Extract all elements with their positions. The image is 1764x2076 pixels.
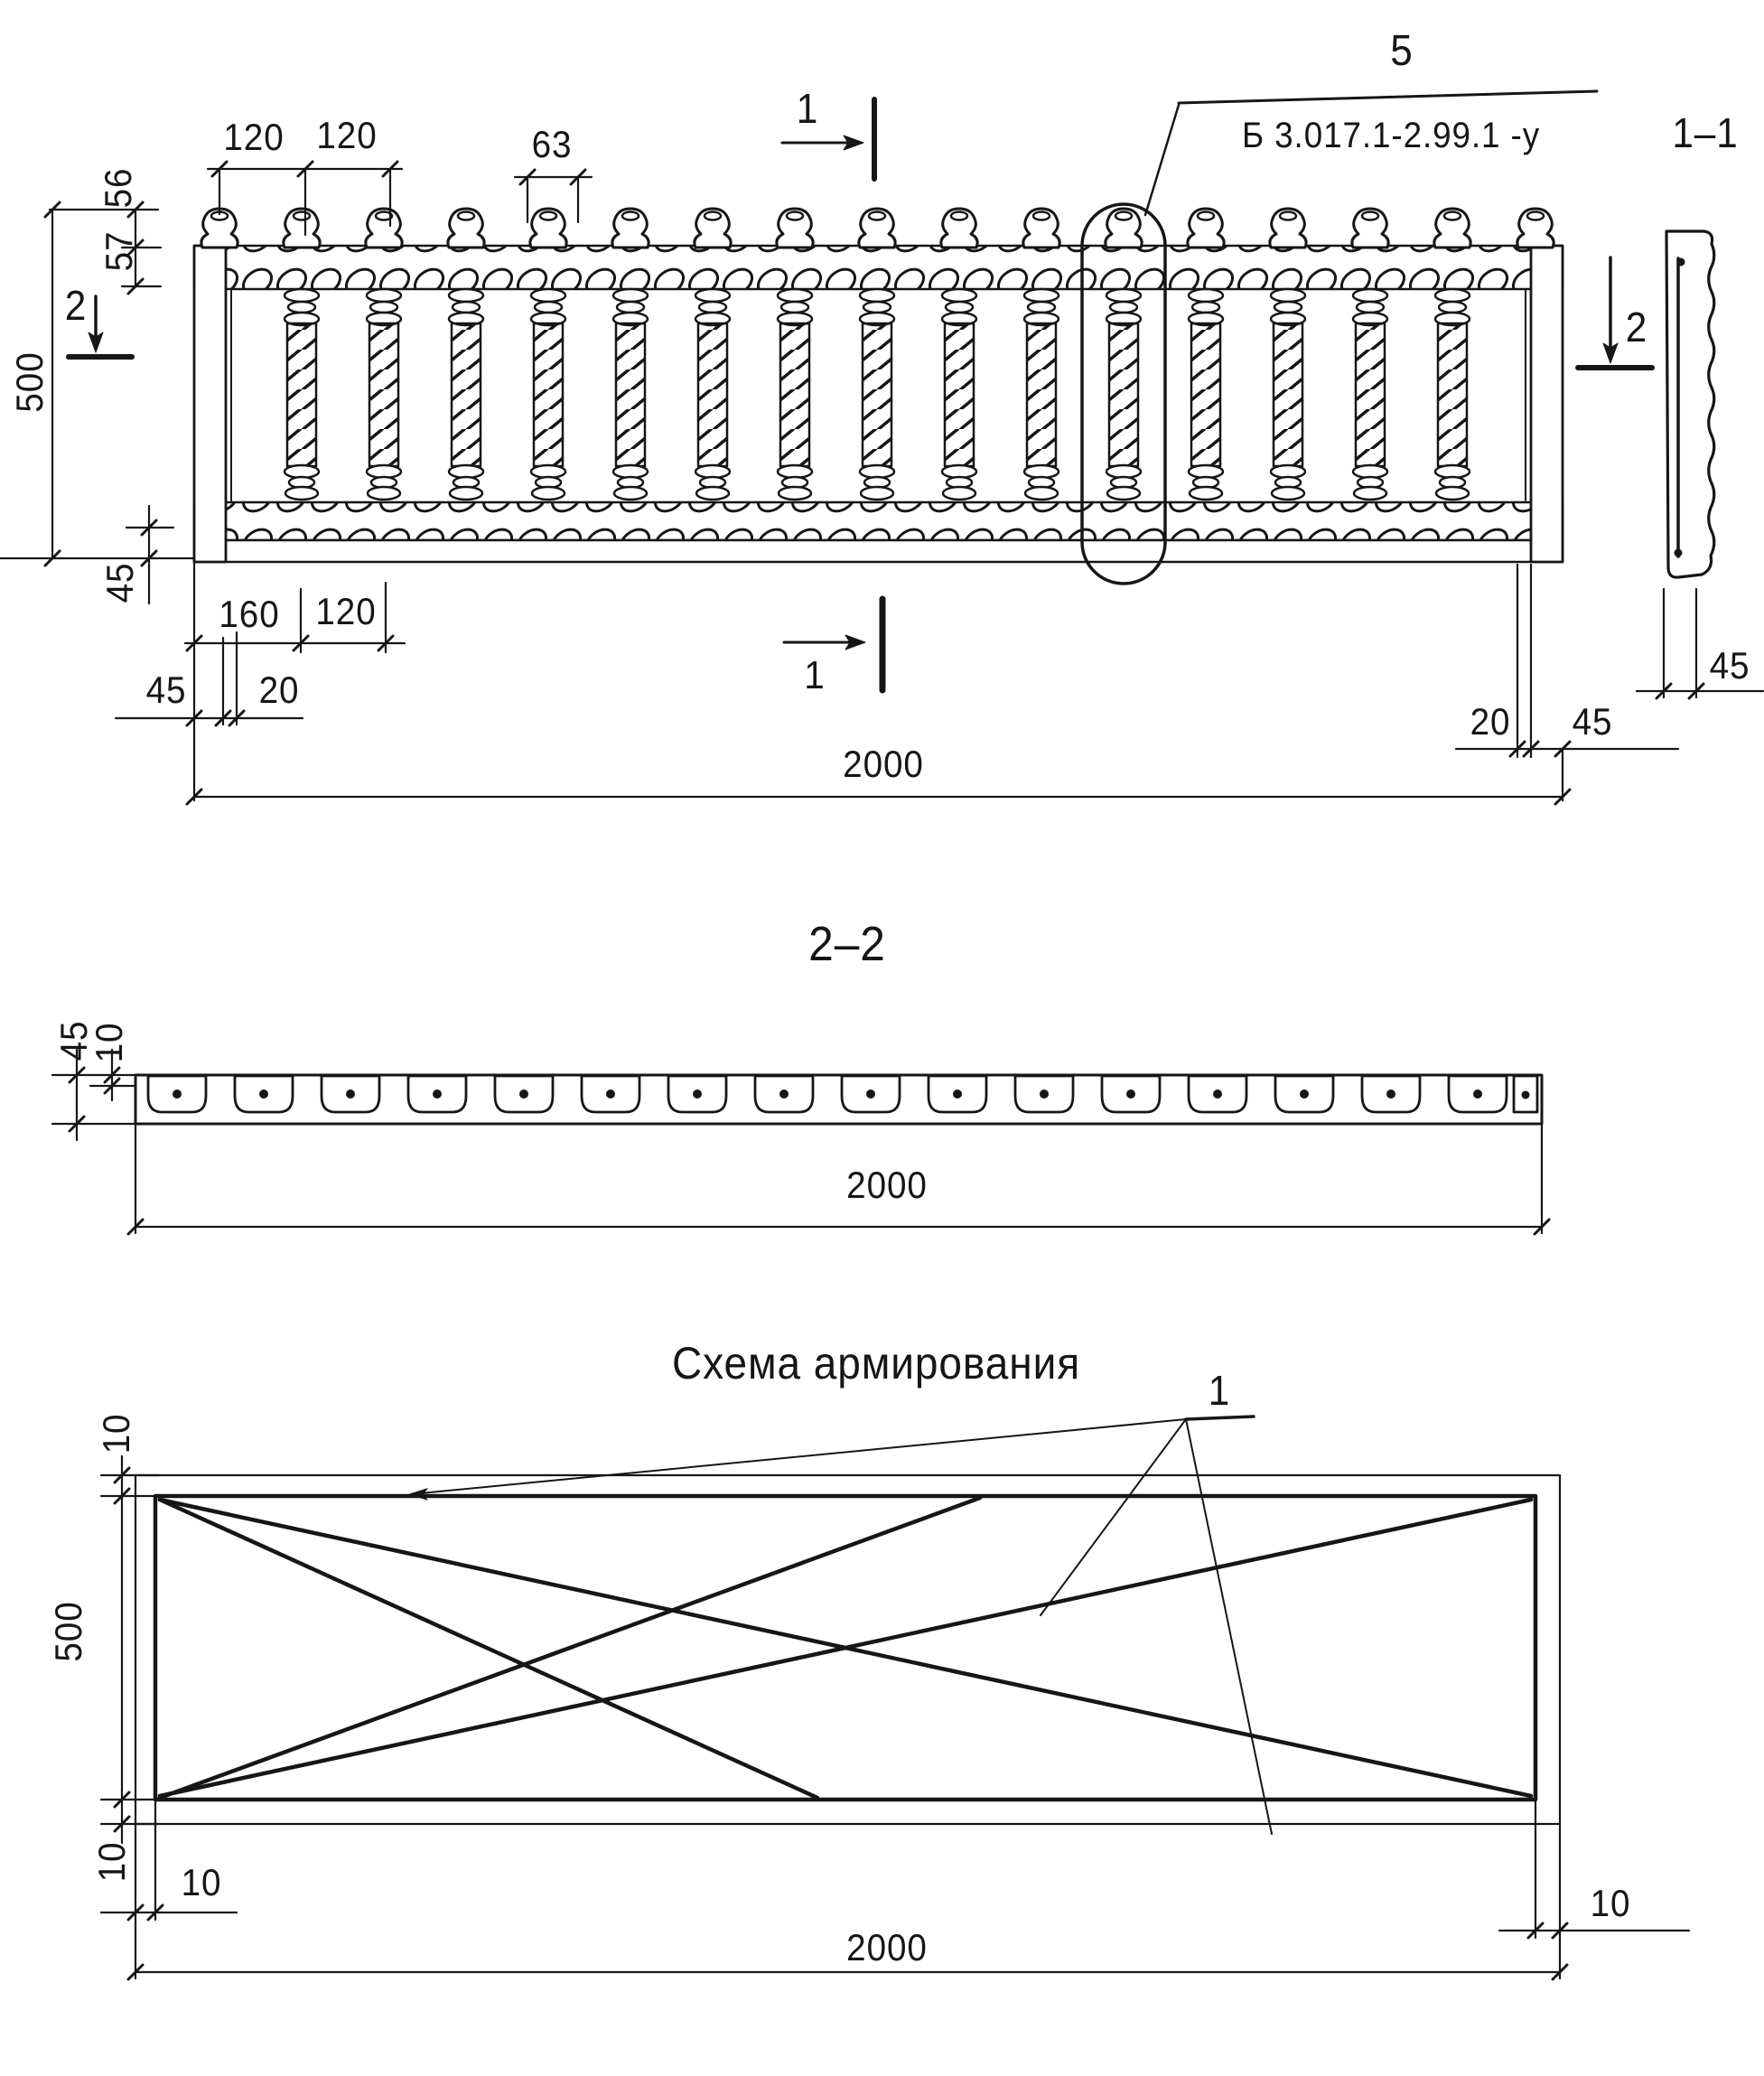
- bottom-rail: [194, 502, 1563, 540]
- section-mark-1-bottom: 1: [804, 653, 826, 697]
- detail-leader: [1145, 105, 1179, 215]
- dim-10-section: 10: [88, 1022, 130, 1063]
- dim-120-top-2: 120: [316, 114, 378, 156]
- dim-63: 63: [531, 123, 573, 165]
- top-rail: [194, 246, 1563, 289]
- detail-label-rule: [1179, 91, 1597, 103]
- left-post: [194, 246, 226, 562]
- dim-2000-section: 2000: [846, 1164, 928, 1206]
- balusters: [285, 289, 1470, 500]
- dim-45-right: 45: [1572, 700, 1613, 743]
- section-2-2-view: [135, 1075, 1542, 1124]
- dim-120-bottom: 120: [315, 590, 377, 632]
- dim-160: 160: [219, 593, 280, 635]
- dim-2000-elevation: 2000: [843, 743, 924, 785]
- dim-20-lower: 20: [258, 669, 300, 711]
- section-mark-1-top: 1: [796, 85, 819, 132]
- dim-500-scheme: 500: [47, 1601, 89, 1662]
- dim-10-scheme-top: 10: [95, 1413, 137, 1454]
- dim-45-left: 45: [98, 562, 141, 603]
- dim-56: 56: [97, 167, 139, 209]
- dim-10-scheme-br: 10: [1590, 1882, 1631, 1924]
- bottom-edge-band: [194, 540, 1563, 562]
- scheme-title: Схема армирования: [671, 1338, 1081, 1389]
- dim-10-scheme-bottom: 10: [90, 1841, 133, 1883]
- section-1-1-title: 1–1: [1672, 109, 1739, 156]
- dim-120-top-1: 120: [223, 116, 285, 158]
- reinforcement-scheme: [135, 1417, 1560, 1834]
- dim-45-side-view: 45: [1709, 644, 1750, 687]
- dim-2000-scheme: 2000: [846, 1926, 928, 1968]
- right-post: [1531, 246, 1563, 562]
- callout-leaders: [408, 1417, 1272, 1834]
- detail-series-reference: Б 3.017.1-2.99.1 -у: [1241, 116, 1541, 155]
- dim-45-section: 45: [52, 1020, 95, 1061]
- section-2-2-title: 2–2: [808, 917, 886, 971]
- dim-45-lower: 45: [145, 669, 187, 711]
- dim-10-scheme-bl: 10: [181, 1861, 222, 1903]
- dim-500-elevation: 500: [8, 351, 51, 413]
- knobs: [201, 209, 1554, 248]
- dim-57: 57: [98, 230, 140, 272]
- rebar-diagonal: [160, 1498, 980, 1798]
- section-mark-2-right: 2: [1625, 304, 1648, 351]
- section-mark-2-left: 2: [64, 282, 88, 329]
- side-section-1-1: [1666, 231, 1714, 577]
- detail-number: 5: [1390, 27, 1414, 75]
- rebar-callout-1: 1: [1208, 1367, 1231, 1414]
- elevation-view: [194, 91, 1597, 584]
- rebar-diagonal: [160, 1500, 817, 1798]
- scheme-dimensions: [101, 1456, 1689, 1979]
- dim-20-right: 20: [1470, 700, 1511, 743]
